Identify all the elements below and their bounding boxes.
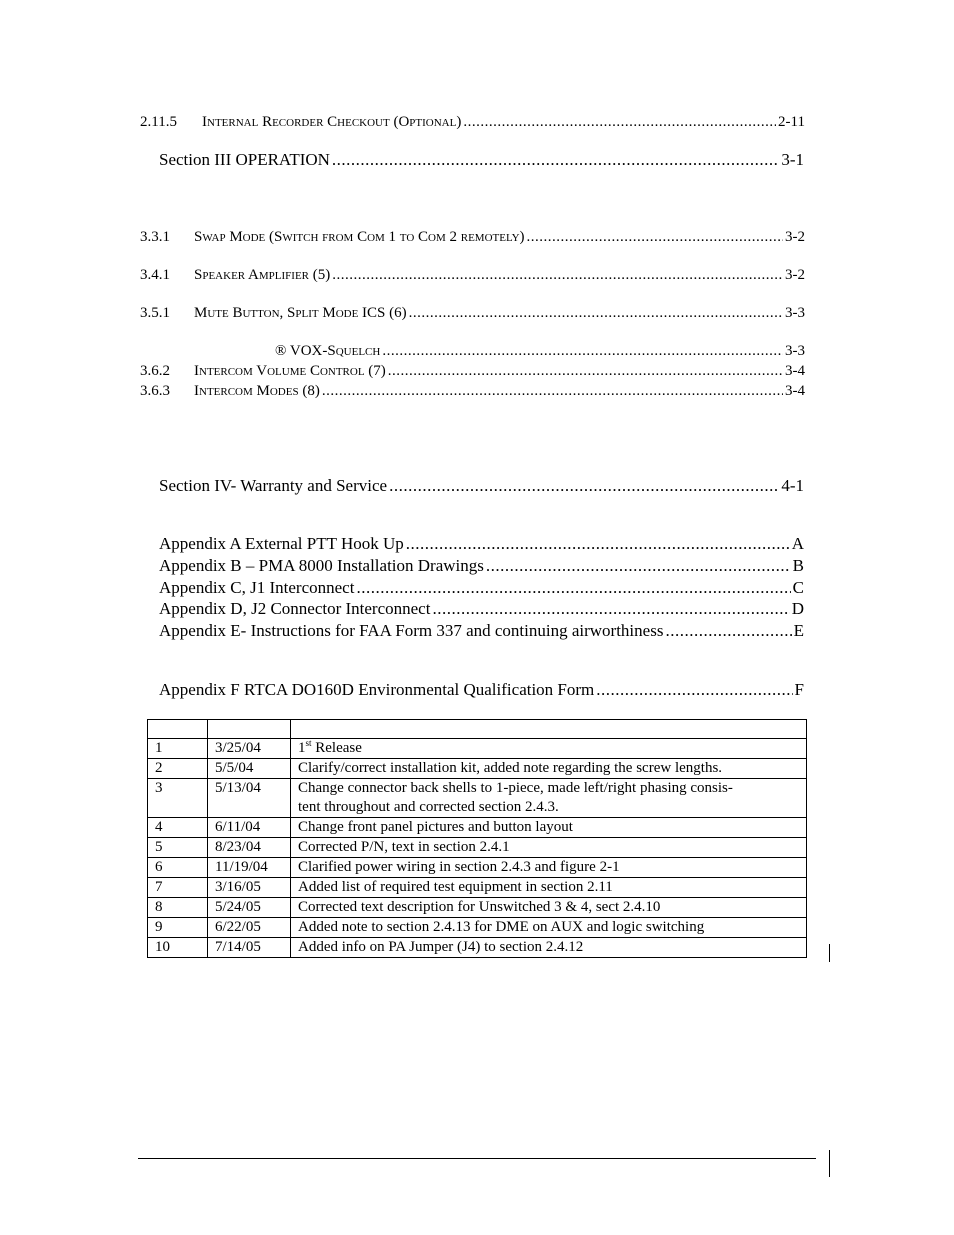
toc-entry-3-5-1[interactable] bbox=[140, 305, 805, 322]
toc-title: Intercom Modes (8) bbox=[194, 383, 320, 399]
desc-cell: Clarify/correct installation kit, added note regarding the screw lengths. bbox=[291, 759, 807, 779]
rev-cell: 4 bbox=[148, 818, 208, 838]
toc-leader bbox=[527, 229, 783, 246]
desc-cell: Added info on PA Jumper (J4) to section 2.4.12 bbox=[291, 938, 807, 958]
toc-page: 3-4 bbox=[785, 383, 805, 399]
desc-cell: Corrected P/N, text in section 2.4.1 bbox=[291, 838, 807, 858]
revision-table bbox=[147, 719, 807, 958]
toc-title: Speaker Amplifier (5) bbox=[194, 267, 331, 283]
desc-cell: Added list of required test equipment in section 2.11 bbox=[291, 878, 807, 898]
header-cell bbox=[208, 720, 291, 739]
toc-page: D bbox=[791, 599, 804, 618]
toc-leader bbox=[356, 578, 790, 598]
toc-entry-section-iv[interactable] bbox=[159, 476, 804, 496]
toc-page: 3-2 bbox=[785, 229, 805, 245]
date-cell: 5/5/04 bbox=[208, 759, 291, 779]
date-cell: 7/14/05 bbox=[208, 938, 291, 958]
rev-cell: 8 bbox=[148, 898, 208, 918]
toc-leader bbox=[432, 599, 789, 619]
toc-entry-3-3-1[interactable] bbox=[140, 229, 805, 246]
toc-page: A bbox=[791, 534, 804, 553]
toc-number: 3.3.1 bbox=[140, 229, 170, 245]
toc-page: B bbox=[792, 556, 804, 575]
date-cell: 5/13/04 bbox=[208, 779, 291, 818]
toc-entry-appendix-c[interactable] bbox=[159, 578, 804, 598]
toc-title: ® VOX-Squelch bbox=[275, 343, 381, 359]
desc-cell: Added note to section 2.4.13 for DME on AUX and logic switching bbox=[291, 918, 807, 938]
toc-title: Mute Button, Split Mode ICS (6) bbox=[194, 305, 407, 321]
rev-cell: 2 bbox=[148, 759, 208, 779]
date-cell: 8/23/04 bbox=[208, 838, 291, 858]
table-row bbox=[148, 759, 807, 779]
toc-title: Appendix E- Instructions for FAA Form 337 and continuing airworthiness bbox=[159, 621, 664, 640]
toc-entry-appendix-e[interactable] bbox=[159, 621, 804, 641]
toc-leader bbox=[322, 383, 783, 400]
toc-leader bbox=[388, 363, 783, 380]
table-row bbox=[148, 918, 807, 938]
toc-title: Appendix B – PMA 8000 Installation Drawings bbox=[159, 556, 484, 575]
table-header-row bbox=[148, 720, 807, 739]
toc-leader bbox=[406, 534, 790, 554]
toc-title: Intercom Volume Control (7) bbox=[194, 363, 386, 379]
toc-entry-3-6-2[interactable] bbox=[140, 363, 805, 380]
toc-leader bbox=[389, 476, 779, 496]
toc-title: Appendix F RTCA DO160D Environmental Qualification Form bbox=[159, 680, 595, 699]
desc-cell bbox=[291, 739, 807, 759]
rev-cell: 3 bbox=[148, 779, 208, 818]
toc-page: F bbox=[794, 680, 804, 699]
desc-line: Change connector back shells to 1-piece, made left/right phasing consis- bbox=[298, 780, 733, 796]
table-row bbox=[148, 838, 807, 858]
toc-page: 2-11 bbox=[778, 114, 805, 130]
toc-page: 3-3 bbox=[785, 343, 805, 359]
toc-page: 3-2 bbox=[785, 267, 805, 283]
toc-title: Appendix A External PTT Hook Up bbox=[159, 534, 404, 553]
toc-entry-section-iii[interactable] bbox=[159, 150, 804, 170]
toc-entry-3-4-1[interactable] bbox=[140, 267, 805, 284]
toc-page: C bbox=[792, 578, 804, 597]
toc-leader bbox=[332, 150, 779, 170]
desc-superscript: st bbox=[305, 738, 312, 748]
table-row bbox=[148, 898, 807, 918]
toc-page: 3-4 bbox=[785, 363, 805, 379]
date-cell: 3/16/05 bbox=[208, 878, 291, 898]
toc-leader bbox=[596, 680, 792, 700]
desc-cell: Clarified power wiring in section 2.4.3 and figure 2-1 bbox=[291, 858, 807, 878]
toc-title: Section IV- Warranty and Service bbox=[159, 476, 388, 495]
table-row bbox=[148, 739, 807, 759]
date-cell: 6/11/04 bbox=[208, 818, 291, 838]
toc-entry-appendix-f[interactable] bbox=[159, 680, 804, 700]
toc-title: Section III OPERATION bbox=[159, 150, 330, 169]
change-bar bbox=[829, 1150, 830, 1177]
date-cell: 6/22/05 bbox=[208, 918, 291, 938]
toc-entry-appendix-b[interactable] bbox=[159, 556, 804, 576]
date-cell: 5/24/05 bbox=[208, 898, 291, 918]
rev-cell: 9 bbox=[148, 918, 208, 938]
header-cell bbox=[291, 720, 807, 739]
toc-page: 4-1 bbox=[781, 476, 804, 495]
toc-leader bbox=[463, 114, 776, 131]
toc-title: Appendix C, J1 Interconnect bbox=[159, 578, 355, 597]
desc-prefix: 1 bbox=[298, 740, 306, 756]
desc-line: tent throughout and corrected section 2.4.3. bbox=[298, 799, 559, 815]
table-row bbox=[148, 938, 807, 958]
toc-leader bbox=[665, 621, 791, 641]
desc-cell: Change front panel pictures and button layout bbox=[291, 818, 807, 838]
toc-number: 3.6.3 bbox=[140, 383, 170, 399]
toc-number: 3.4.1 bbox=[140, 267, 170, 283]
footer-rule bbox=[138, 1158, 816, 1159]
desc-cell bbox=[291, 779, 807, 818]
rev-cell: 7 bbox=[148, 878, 208, 898]
rev-cell: 6 bbox=[148, 858, 208, 878]
date-cell: 3/25/04 bbox=[208, 739, 291, 759]
toc-page: 3-3 bbox=[785, 305, 805, 321]
toc-entry-appendix-a[interactable] bbox=[159, 534, 804, 554]
desc-text: Release bbox=[311, 740, 362, 756]
rev-cell: 10 bbox=[148, 938, 208, 958]
table-row bbox=[148, 878, 807, 898]
toc-leader bbox=[332, 267, 783, 284]
toc-title: Appendix D, J2 Connector Interconnect bbox=[159, 599, 431, 618]
toc-leader bbox=[382, 343, 783, 360]
toc-leader bbox=[486, 556, 791, 576]
toc-entry-vox-squelch[interactable] bbox=[275, 343, 805, 360]
toc-number: 3.6.2 bbox=[140, 363, 170, 379]
table-row bbox=[148, 818, 807, 838]
toc-title: Swap Mode (Switch from Com 1 to Com 2 remotely) bbox=[194, 229, 525, 245]
toc-number: 2.11.5 bbox=[140, 114, 177, 130]
header-cell bbox=[148, 720, 208, 739]
toc-entry-2-11-5[interactable] bbox=[140, 114, 805, 131]
toc-leader bbox=[409, 305, 783, 322]
toc-entry-appendix-d[interactable] bbox=[159, 599, 804, 619]
toc-page: 3-1 bbox=[781, 150, 804, 169]
change-bar bbox=[829, 944, 830, 962]
desc-cell: Corrected text description for Unswitched 3 & 4, sect 2.4.10 bbox=[291, 898, 807, 918]
toc-number: 3.5.1 bbox=[140, 305, 170, 321]
rev-cell: 5 bbox=[148, 838, 208, 858]
table-row bbox=[148, 858, 807, 878]
table-row bbox=[148, 779, 807, 818]
toc-page: E bbox=[793, 621, 804, 640]
rev-cell: 1 bbox=[148, 739, 208, 759]
toc-entry-3-6-3[interactable] bbox=[140, 383, 805, 400]
date-cell: 11/19/04 bbox=[208, 858, 291, 878]
toc-title: Internal Recorder Checkout (Optional) bbox=[202, 114, 462, 130]
